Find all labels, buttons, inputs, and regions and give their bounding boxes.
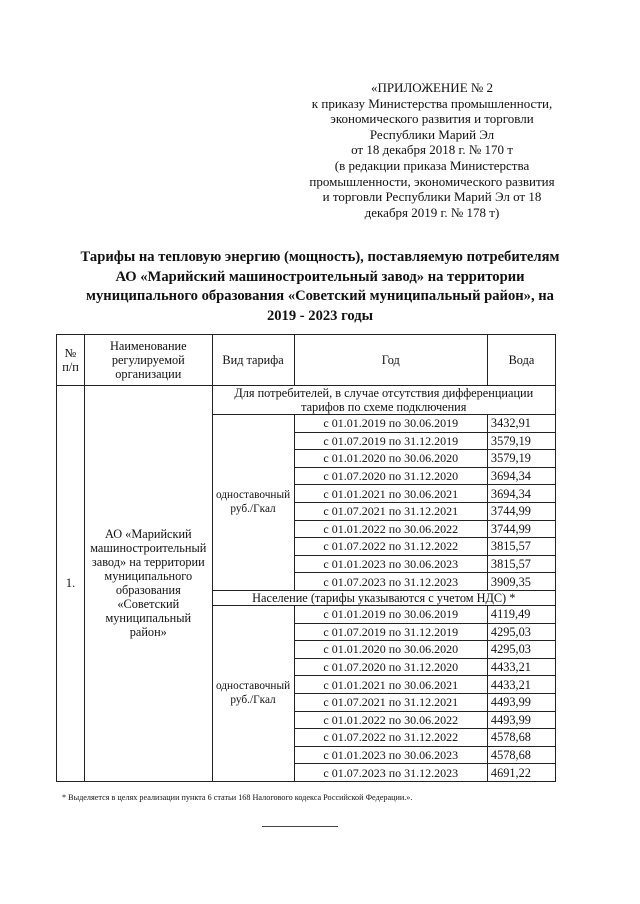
water-value: 4493,99 [487, 693, 555, 711]
water-value: 3815,57 [487, 555, 555, 573]
period-cell: с 01.07.2021 по 31.12.2021 [294, 502, 487, 520]
period-cell: с 01.07.2022 по 31.12.2022 [294, 729, 487, 747]
period-cell: с 01.01.2023 по 30.06.2023 [294, 746, 487, 764]
divider-line [262, 826, 338, 827]
group-heading-row [57, 386, 556, 415]
header-water: Вода [487, 335, 555, 386]
water-value: 3744,99 [487, 502, 555, 520]
period-cell: с 01.07.2020 по 31.12.2020 [294, 467, 487, 485]
period-cell: с 01.07.2023 по 31.12.2023 [294, 573, 487, 591]
period-cell: с 01.01.2022 по 30.06.2022 [294, 520, 487, 538]
period-cell: с 01.07.2020 по 31.12.2020 [294, 658, 487, 676]
tariff-type: одноставочный руб./Гкал [212, 415, 294, 591]
period-cell: с 01.07.2019 по 31.12.2019 [294, 432, 487, 450]
water-value: 4691,22 [487, 764, 555, 782]
water-value: 4578,68 [487, 746, 555, 764]
appendix-line: Республики Марий Эл [369, 126, 495, 142]
water-value: 4433,21 [487, 658, 555, 676]
water-value: 4433,21 [487, 676, 555, 694]
tariff-table [56, 334, 556, 782]
water-value: 3744,99 [487, 520, 555, 538]
water-value: 4295,03 [487, 641, 555, 659]
appendix-line: к приказу Министерства промышленности, [311, 95, 553, 111]
header-type: Вид тарифа [212, 335, 294, 386]
appendix-line: экономического развития и торговли [330, 111, 534, 127]
water-value: 3432,91 [487, 415, 555, 433]
period-cell: с 01.01.2020 по 30.06.2020 [294, 641, 487, 659]
water-value: 3579,19 [487, 432, 555, 450]
footnote: * Выделяется в целях реализации пункта 6 статьи 168 Налогового кодекса Российской Федерации.». [62, 793, 413, 802]
appendix-line: декабря 2019 г. № 178 т) [364, 204, 500, 220]
group-heading: Для потребителей, в случае отсутствия дифференциации тарифов по схеме подключения [212, 386, 555, 415]
table-header-row [57, 335, 556, 386]
appendix-line: «ПРИЛОЖЕНИЕ № 2 [370, 80, 494, 95]
header-period: Год [294, 335, 487, 386]
period-cell: с 01.07.2022 по 31.12.2022 [294, 538, 487, 556]
title-line: Тарифы на тепловую энергию (мощность), поставляемую потребителям [80, 249, 560, 265]
water-value: 3909,35 [487, 573, 555, 591]
header-num: № п/п [57, 335, 85, 386]
period-cell: с 01.01.2023 по 30.06.2023 [294, 555, 487, 573]
period-cell: с 01.01.2021 по 30.06.2021 [294, 485, 487, 503]
water-value: 4493,99 [487, 711, 555, 729]
title-line: АО «Марийский машиностроительный завод» на территории [115, 268, 525, 285]
water-value: 3815,57 [487, 538, 555, 556]
period-cell: с 01.07.2023 по 31.12.2023 [294, 764, 487, 782]
appendix-line: (в редакции приказа Министерства [334, 157, 530, 173]
header-org: Наименование регулируемой организации [85, 335, 212, 386]
group-heading: Население (тарифы указываются с учетом НДС) * [212, 590, 555, 605]
appendix-line: от 18 декабря 2018 г. № 170 т [351, 142, 513, 158]
appendix-line: и торговли Республики Марий Эл от 18 [322, 189, 542, 205]
water-value: 4578,68 [487, 729, 555, 747]
period-cell: с 01.01.2022 по 30.06.2022 [294, 711, 487, 729]
document-title [50, 248, 590, 326]
period-cell: с 01.07.2019 по 31.12.2019 [294, 623, 487, 641]
title-line: 2019 - 2023 годы [266, 307, 374, 324]
period-cell: с 01.01.2019 по 30.06.2019 [294, 605, 487, 623]
table-body [57, 386, 556, 782]
water-value: 3694,34 [487, 467, 555, 485]
appendix-block [296, 80, 568, 220]
water-value: 4119,49 [487, 605, 555, 623]
organization-name: АО «Марийский машиностроительный завод» на территории муниципального образования «Советский муниципальный район» [85, 386, 212, 782]
tariff-type: одноставочный руб./Гкал [212, 605, 294, 781]
period-cell: с 01.01.2019 по 30.06.2019 [294, 415, 487, 433]
water-value: 3579,19 [487, 450, 555, 468]
row-number: 1. [57, 386, 85, 782]
appendix-line: промышленности, экономического развития [309, 173, 555, 189]
period-cell: с 01.01.2021 по 30.06.2021 [294, 676, 487, 694]
water-value: 4295,03 [487, 623, 555, 641]
period-cell: с 01.07.2021 по 31.12.2021 [294, 693, 487, 711]
title-line: муниципального образования «Советский муниципальный район», на [86, 288, 554, 305]
period-cell: с 01.01.2020 по 30.06.2020 [294, 450, 487, 468]
water-value: 3694,34 [487, 485, 555, 503]
